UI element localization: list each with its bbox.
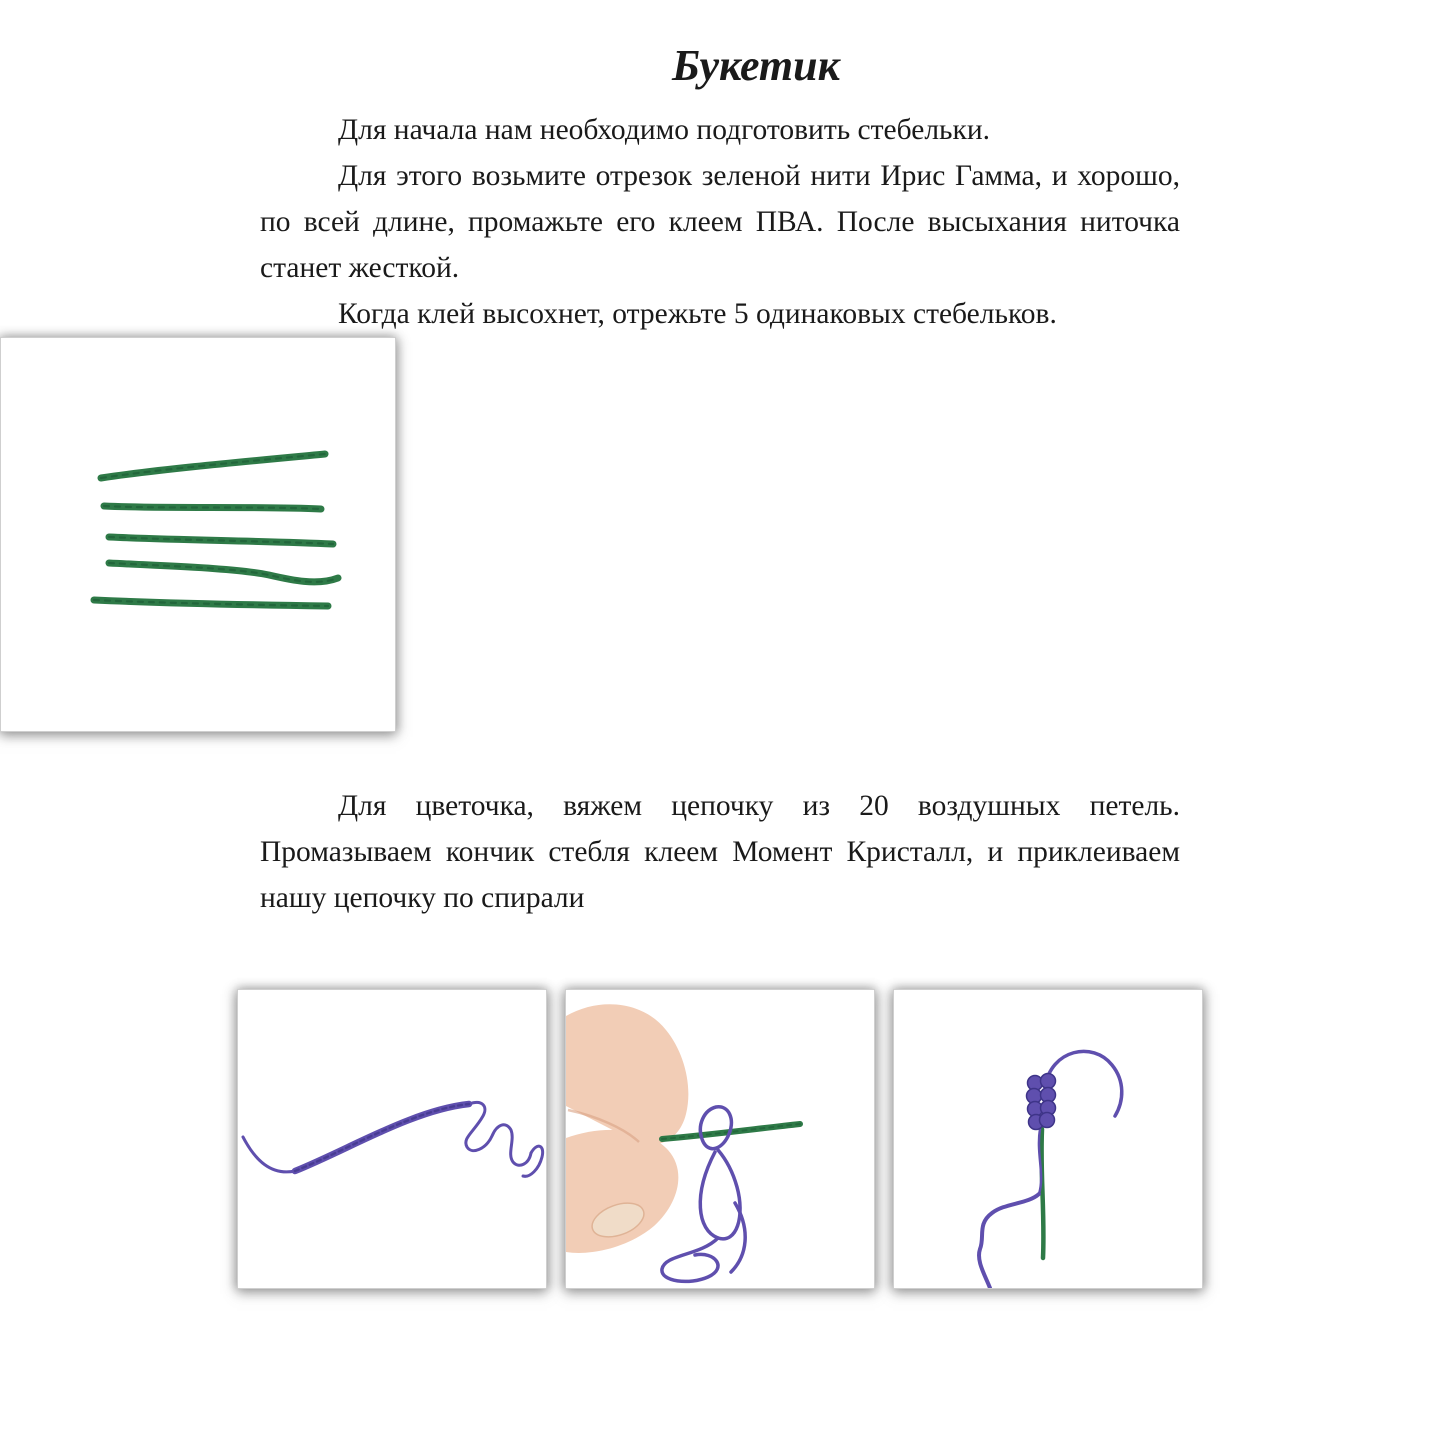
green-stems-graphic bbox=[1, 338, 395, 731]
text-line: Для начала нам необходимо подготовить стебельки. bbox=[338, 114, 990, 146]
photo-five-green-stems bbox=[0, 337, 396, 732]
chain-texture bbox=[295, 1104, 469, 1171]
paragraph-3 bbox=[260, 291, 1180, 337]
text-line: Для этого возьмите отрезок зеленой нити Ирис Гамма, и хорошо, bbox=[338, 160, 1180, 192]
text-line: по всей длине, промажьте его клеем ПВА. После высыхания ниточка bbox=[260, 206, 1180, 238]
crochet-chain-graphic bbox=[238, 990, 546, 1288]
paragraph-4 bbox=[260, 783, 1180, 921]
text-line: Когда клей высохнет, отрежьте 5 одинаковых стебельков. bbox=[338, 298, 1057, 330]
green-stem bbox=[1042, 1129, 1044, 1258]
fingers-and-stem-graphic bbox=[566, 990, 874, 1288]
photo-chain-looped-on-stem bbox=[565, 989, 875, 1289]
photo-spiral-bud-on-stem bbox=[893, 989, 1203, 1289]
text-block-bottom bbox=[260, 783, 1180, 921]
page-title: Букетик bbox=[672, 41, 840, 90]
photo-crochet-chain bbox=[237, 989, 547, 1289]
photo-row bbox=[237, 989, 1203, 1289]
green-strands bbox=[94, 454, 338, 606]
paragraph-2 bbox=[260, 153, 1180, 291]
spiral-bud bbox=[1027, 1074, 1056, 1130]
text-block-top bbox=[260, 107, 1180, 337]
text-line: Для цветочка, вяжем цепочку из 20 воздушных петель. bbox=[338, 790, 1180, 822]
document-page bbox=[0, 39, 1440, 1440]
text-line: Промазываем кончик стебля клеем Момент Кристалл, и приклеиваем bbox=[260, 836, 1180, 868]
text-line: нашу цепочку по спирали bbox=[260, 882, 585, 914]
paragraph-1 bbox=[260, 107, 1180, 153]
purple-chain-strokes bbox=[243, 1102, 543, 1176]
text-line: станет жесткой. bbox=[260, 252, 460, 284]
spiral-bud-graphic bbox=[894, 990, 1202, 1288]
